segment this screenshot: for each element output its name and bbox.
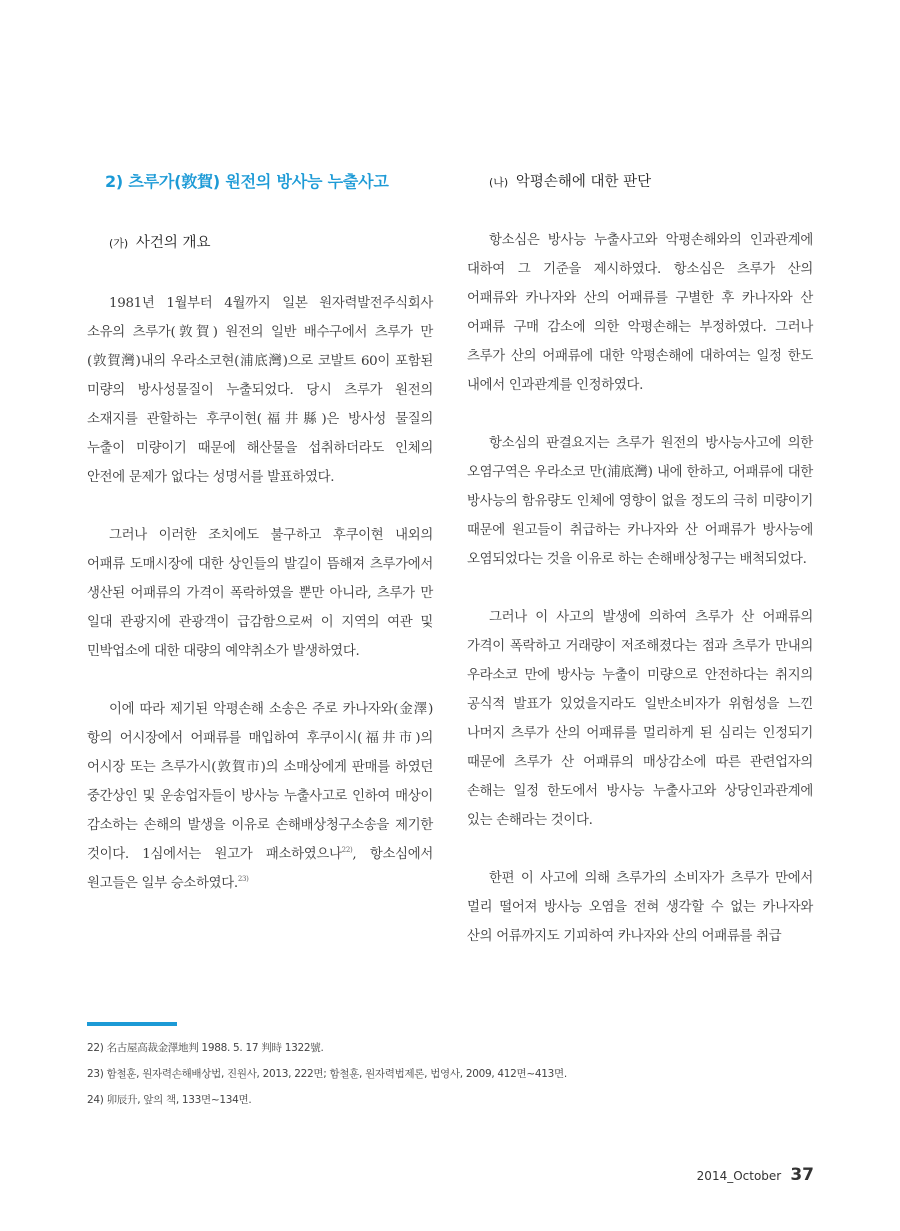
- footnote-ref-23[interactable]: 23): [237, 875, 249, 883]
- right-column: [467, 165, 813, 980]
- footnote-24: 24) 卯辰升, 앞의 책, 133면~134면.: [87, 1094, 252, 1106]
- paragraph: 1981년 1월부터 4월까지 일본 원자력발전주식회사 소유의 츠루가(敦賀) 원전의 일반 배수구에서 츠루가 만(敦賀灣)내의 우라소코현(浦底灣)으로 코발트 60이 포함된 미량의 방사성물질이 누출되었다. 당시 츠루가 원전의 소재지를 관할하는 후쿠이현(福井縣)은 방사성 물질의 누출이 미량이기 때문에 해산물을 섭취하더라도 인체의 안전에 문제가 없다는 성명서를 발표하였다.: [87, 296, 433, 485]
- paragraph-text: 이에 따라 제기된 악평손해 소송은 주로 카나자와(金澤)항의 어시장에서 어패류를 매입하여 후쿠이시(福井市)의 어시장 또는 츠루가시(敦賀市)의 소매상에게 판매를 하였던 중간상인 및 운송업자들이 방사능 누출사고로 인하여 매상이 감소하는 손해의 발생을 이유로 손해배상청구소송을 제기한 것이다. 1심에서는 원고가 패소하였으나: [87, 702, 433, 862]
- subheading-marker: (나): [489, 176, 509, 189]
- footnote-23: 23) 함철훈, 원자력손해배상법, 진원사, 2013, 222면; 함철훈, 원자력법제론, 법영사, 2009, 412면~413면.: [87, 1068, 567, 1080]
- footnote-ref-22[interactable]: 22): [341, 846, 353, 854]
- paragraph: 항소심의 판결요지는 츠루가 원전의 방사능사고에 의한 오염구역은 우라소코 만(浦底灣) 내에 한하고, 어패류에 대한 방사능의 함유량도 인체에 영향이 없을 정도의 극히 미량이기 때문에 원고들이 취급하는 카나자와 산 어패류가 방사능에 오염되었다는 것을 이유로 하는 손해배상청구는 배척되었다.: [467, 436, 813, 567]
- subheading-judgment: [489, 165, 813, 199]
- subheading-label: 악평손해에 대한 판단: [515, 174, 652, 190]
- left-column: [87, 165, 433, 927]
- subheading-label: 사건의 개요: [135, 235, 211, 251]
- subheading-marker: (가): [109, 237, 129, 250]
- paragraph: [87, 695, 433, 898]
- paragraph: 그러나 이 사고의 발생에 의하여 츠루가 산 어패류의 가격이 폭락하고 거래량이 저조해졌다는 점과 츠루가 만내의 우라소코 만에 방사능 누출이 미량으로 안전하다는 취지의 공식적 발표가 있었을지라도 일반소비자가 위험성을 느낀 나머지 츠루가 산의 어패류를 멀리하게 된 심리는 인정되기 때문에 츠루가 산 어패류의 매상감소에 따른 관련업자의 손해는 일정 한도에서 방사능 누출사고와 상당인과관계에 있는 손해라는 것이다.: [467, 610, 813, 828]
- footnotes: [87, 1035, 807, 1113]
- footnote-rule: [87, 1022, 177, 1026]
- paragraph: 한편 이 사고에 의해 츠루가의 소비자가 츠루가 만에서 멀리 떨어져 방사능 오염을 전혀 생각할 수 없는 카나자와 산의 어류까지도 기피하여 카나자와 산의 어패류를 취급: [467, 871, 813, 944]
- page-number: 37: [790, 1165, 814, 1185]
- paragraph: 그러나 이러한 조치에도 불구하고 후쿠이현 내외의 어패류 도매시장에 대한 상인들의 발길이 뜸해져 츠루가에서 생산된 어패류의 가격이 폭락하였을 뿐만 아니라, 츠루가 만 일대 관광지에 관광객이 급감함으로써 이 지역의 여관 및 민박업소에 대한 대량의 예약취소가 발생하였다.: [87, 528, 433, 659]
- footnote-22: 22) 名古屋高裁金澤地判 1988. 5. 17 判時 1322號.: [87, 1042, 324, 1054]
- paragraph-text: , 항소심에서 원고들은 일부 승소하였다.: [87, 847, 433, 891]
- page-footer: [697, 1165, 814, 1185]
- subheading-overview: [109, 226, 433, 260]
- paragraph: 항소심은 방사능 누출사고와 악평손해와의 인과관계에 대하여 그 기준을 제시하였다. 항소심은 츠루가 산의 어패류와 카나자와 산의 어패류를 구별한 후 카나자와 산 어패류 구매 감소에 의한 악평손해는 부정하였다. 그러나 츠루가 산의 어패류에 대한 악평손해에 대하여는 일정 한도 내에서 인과관계를 인정하였다.: [467, 233, 813, 393]
- issue-label: 2014_October: [696, 1169, 782, 1183]
- section-title: 2) 츠루가(敦賀) 원전의 방사능 누출사고: [105, 172, 389, 191]
